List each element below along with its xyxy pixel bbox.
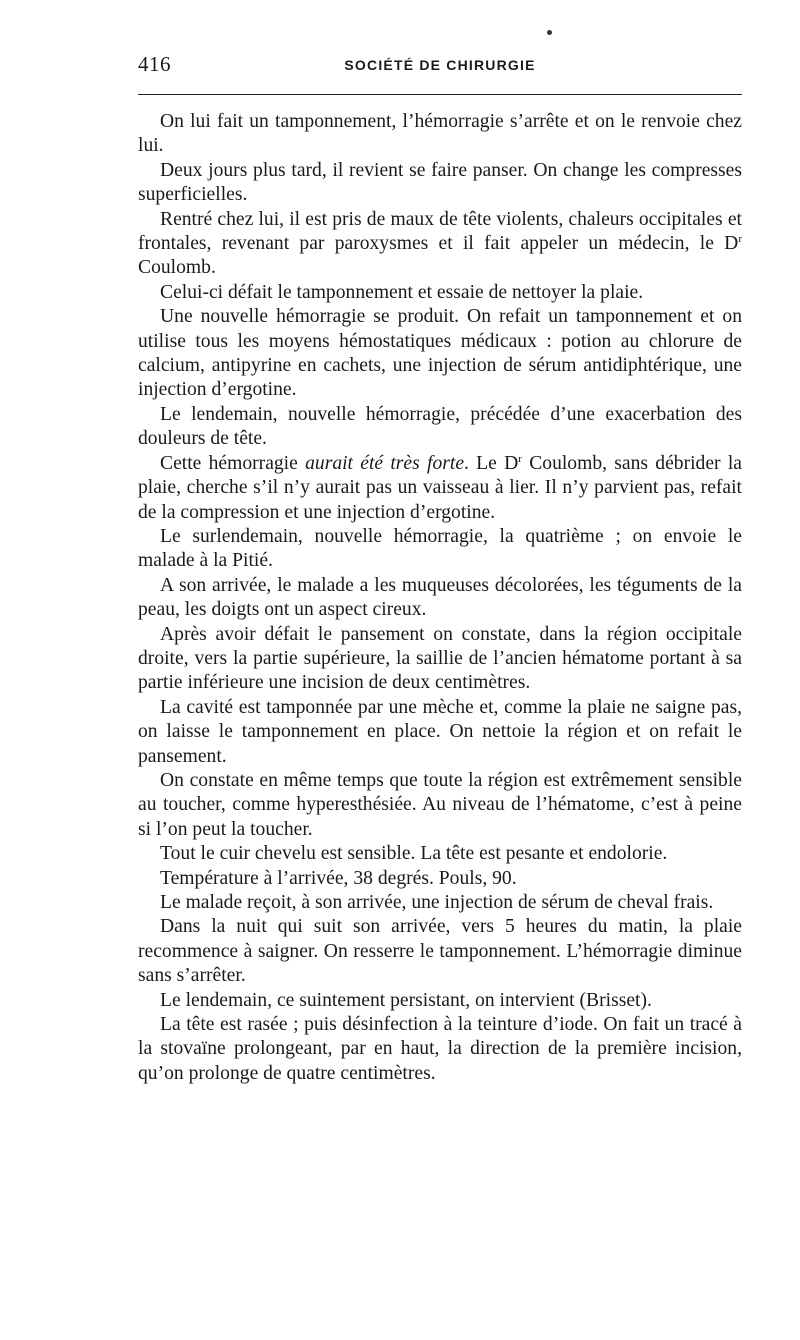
- paragraph: On constate en même temps que toute la région est extrêmement sensible au toucher, comme hyperesthésiée. Au niveau de l’hématome, c’est à peine si l’on peut la toucher.: [138, 769, 742, 840]
- paragraph-text: . Le D: [464, 452, 519, 474]
- paragraph: Une nouvelle hémorragie se produit. On refait un tamponnement et on utilise tous les moyens hémostatiques médicaux : potion au chlorure de calcium, antipyrine en cachets, une injection de sérum antidiphtérique, une injection d’ergotine.: [138, 306, 742, 401]
- paragraph: Tout le cuir chevelu est sensible. La tête est pesante et endolorie.: [160, 843, 668, 865]
- paragraph: Le malade reçoit, à son arrivée, une injection de sérum de cheval frais.: [160, 892, 714, 913]
- italic-phrase: aurait été très forte: [305, 452, 465, 474]
- paragraph: [138, 208, 742, 281]
- paragraph-text: Coulomb.: [138, 257, 216, 279]
- print-speck: [547, 30, 552, 35]
- paragraph-text: Coulomb, sans débrider la plaie, cherche s’il n’y aurait pas un vaisseau à lier. Il n’y parvient pas, refait de la compression et une injection d’ergotine.: [138, 452, 742, 523]
- paragraph: Température à l’arrivée, 38 degrés. Pouls, 90.: [160, 867, 517, 889]
- paragraph: Le lendemain, nouvelle hémorragie, précédée d’une exacerbation des douleurs de tête.: [138, 403, 742, 450]
- paragraph-text: Cette hémorragie: [160, 452, 306, 474]
- body-text: [138, 110, 742, 1086]
- paragraph: [138, 452, 742, 525]
- header-rule: [138, 94, 742, 95]
- paragraph: Deux jours plus tard, il revient se faire panser. On change les compresses superficielles.: [138, 159, 742, 206]
- paragraph-text: Rentré chez lui, il est pris de maux de tête violents, chaleurs occipitales et frontales, revenant par paroxysmes et il fait appeler un médecin, le D: [138, 208, 742, 255]
- paragraph: Dans la nuit qui suit son arrivée, vers 5 heures du matin, la plaie recommence à saigner. On resserre le tamponnement. L’hémorragie diminue sans s’arrêter.: [138, 916, 742, 987]
- running-head: SOCIÉTÉ DE CHIRURGIE: [344, 57, 536, 73]
- paragraph: A son arrivée, le malade a les muqueuses décolorées, les téguments de la peau, les doigts ont un aspect cireux.: [138, 574, 742, 621]
- superscript: r: [518, 452, 522, 465]
- paragraph: La tête est rasée ; puis désinfection à la teinture d’iode. On fait un tracé à la stovaïne prolongeant, par en haut, la direction de la première incision, qu’on prolonge de quatre centimètres.: [138, 1014, 742, 1084]
- paragraph: La cavité est tamponnée par une mèche et, comme la plaie ne saigne pas, on laisse le tamponnement en place. On nettoie la région et on refait le pansement.: [138, 696, 742, 767]
- paragraph: Celui-ci défait le tamponnement et essaie de nettoyer la plaie.: [160, 281, 644, 303]
- paragraph: Le surlendemain, nouvelle hémorragie, la quatrième ; on envoie le malade à la Pitié.: [138, 525, 742, 572]
- superscript: r: [738, 233, 742, 246]
- page-number: 416: [138, 52, 171, 76]
- page-header: [138, 52, 742, 80]
- paragraph: Après avoir défait le pansement on constate, dans la région occipitale droite, vers la partie supérieure, la saillie de l’ancien hématome portant à sa partie inférieure une incision de deux centimètres.: [138, 623, 742, 694]
- paragraph: On lui fait un tamponnement, l’hémorragie s’arrête et on le renvoie chez lui.: [138, 111, 742, 157]
- paragraph: Le lendemain, ce suintement persistant, on intervient (Brisset).: [160, 989, 652, 1011]
